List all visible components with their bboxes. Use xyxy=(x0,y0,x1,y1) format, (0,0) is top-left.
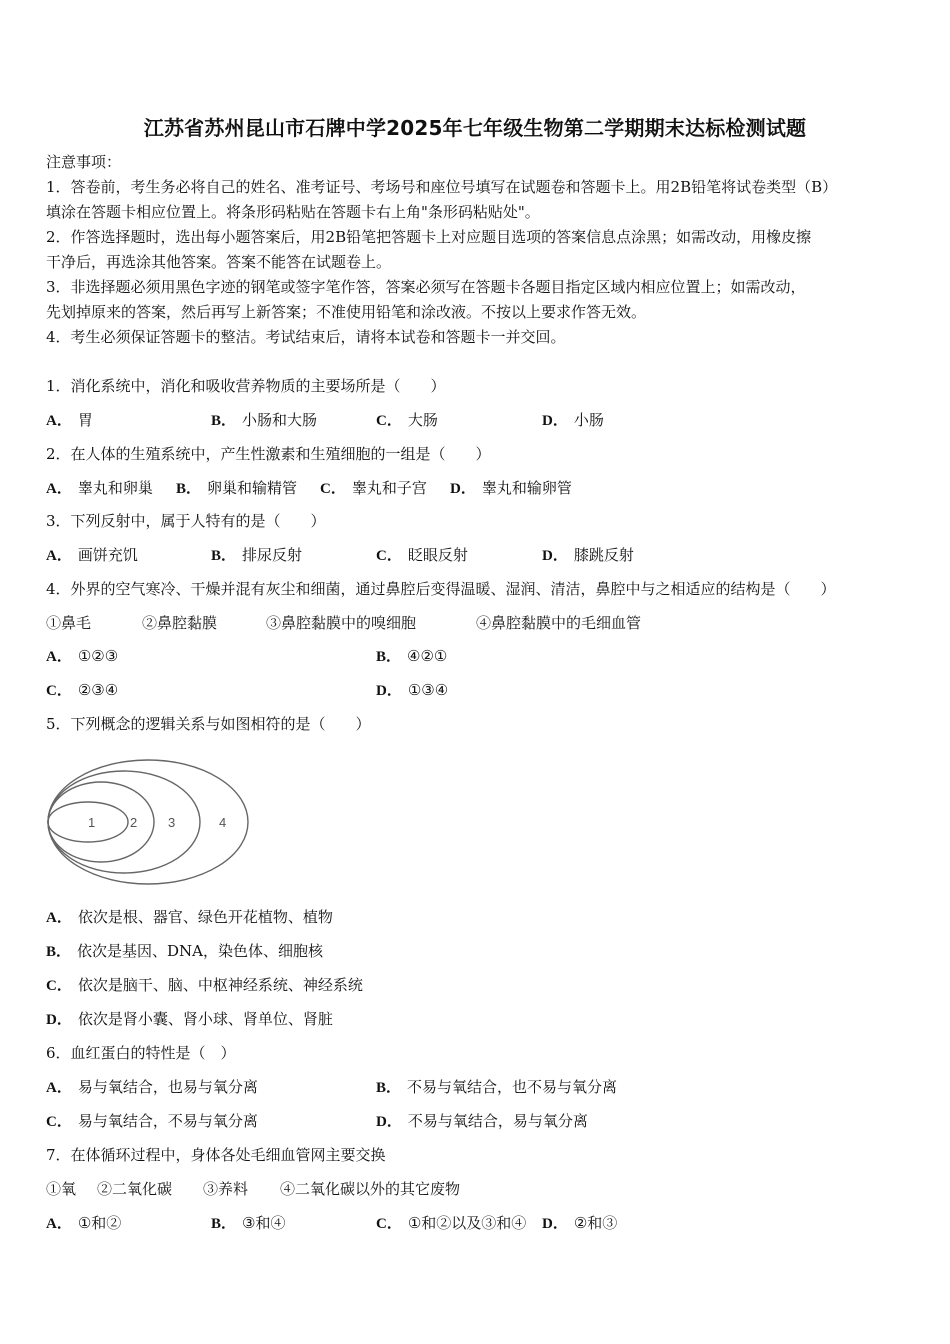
q7-option-a: A． ①和② xyxy=(46,1214,122,1232)
q6-option-d: D． 不易与氧结合，易与氧分离 xyxy=(376,1112,588,1130)
question-2-stem: 2．在人体的生殖系统中，产生性激素和生殖细胞的一组是（ ） xyxy=(46,445,491,463)
q4-item: ①鼻毛 xyxy=(46,614,92,632)
question-3-stem: 3．下列反射中，属于人特有的是（ ） xyxy=(46,512,326,530)
diagram-label-3: 3 xyxy=(168,815,176,830)
q4-option-a: A． ①②③ xyxy=(46,647,119,665)
notice-line: 填涂在答题卡相应位置上。将条形码粘贴在答题卡右上角"条形码粘贴处"。 xyxy=(46,203,540,221)
q7-item: ②二氧化碳 xyxy=(97,1180,173,1198)
question-4-stem: 4．外界的空气寒冷、干燥并混有灰尘和细菌，通过鼻腔后变得温暖、湿润、清洁，鼻腔中与之相适应的结构是（ ） xyxy=(46,580,836,598)
q7-option-d: D． ②和③ xyxy=(542,1214,618,1232)
notice-line: 先划掉原来的答案，然后再写上新答案；不准使用铅笔和涂改液。不按以上要求作答无效。 xyxy=(46,303,647,321)
diagram-label-4: 4 xyxy=(219,815,227,830)
q7-item: ③养料 xyxy=(203,1180,249,1198)
page-title: 江苏省苏州昆山市石牌中学2025年七年级生物第二学期期末达标检测试题 xyxy=(143,116,807,140)
q2-option-a: A． 睾丸和卵巢 xyxy=(46,479,153,497)
q2-option-b: B． 卵巢和输精管 xyxy=(176,479,298,497)
q4-item: ④鼻腔黏膜中的毛细血管 xyxy=(476,614,642,632)
q4-item: ②鼻腔黏膜 xyxy=(142,614,218,632)
q1-option-d: D． 小肠 xyxy=(542,411,604,429)
q1-option-b: B． 小肠和大肠 xyxy=(211,411,318,429)
q7-item: ④二氧化碳以外的其它废物 xyxy=(280,1180,461,1198)
q1-option-c: C． 大肠 xyxy=(376,411,438,429)
nested-ellipses-diagram xyxy=(44,755,259,895)
q3-option-a: A． 画饼充饥 xyxy=(46,546,138,564)
q7-item: ①氧 xyxy=(46,1180,77,1198)
q3-option-d: D． 膝跳反射 xyxy=(542,546,634,564)
notice-line: 4．考生必须保证答题卡的整洁。考试结束后，请将本试卷和答题卡一并交回。 xyxy=(46,328,566,346)
question-5-stem: 5．下列概念的逻辑关系与如图相符的是（ ） xyxy=(46,715,371,733)
diagram-label-2: 2 xyxy=(130,815,138,830)
question-6-stem: 6．血红蛋白的特性是（ ） xyxy=(46,1044,236,1062)
notice-line: 3．非选择题必须用黑色字迹的钢笔或签字笔作答，答案必须写在答题卡各题目指定区域内相应位置上；如需改动， xyxy=(46,278,806,296)
q4-item: ③鼻腔黏膜中的嗅细胞 xyxy=(266,614,417,632)
question-1-stem: 1．消化系统中，消化和吸收营养物质的主要场所是（ ） xyxy=(46,377,446,395)
notice-line: 1．答卷前，考生务必将自己的姓名、准考证号、考场号和座位号填写在试题卷和答题卡上。用2B铅笔将试卷类型（B） xyxy=(46,178,838,196)
ellipse-2 xyxy=(48,782,154,862)
q3-option-b: B． 排尿反射 xyxy=(211,546,303,564)
q2-option-c: C． 睾丸和子宫 xyxy=(320,479,427,497)
q2-option-d: D． 睾丸和输卵管 xyxy=(450,479,572,497)
q7-option-b: B． ③和④ xyxy=(211,1214,286,1232)
q5-option-a: A． 依次是根、器官、绿色开花植物、植物 xyxy=(46,908,333,926)
notice-line: 干净后，再选涂其他答案。答案不能答在试题卷上。 xyxy=(46,253,392,271)
q3-option-c: C． 眨眼反射 xyxy=(376,546,468,564)
q5-option-b: B． 依次是基因、DNA，染色体、细胞核 xyxy=(46,942,324,960)
notice-line: 2．作答选择题时，选出每小题答案后，用2B铅笔把答题卡上对应题目选项的答案信息点涂黑；如需改动，用橡皮擦 xyxy=(46,228,812,246)
q1-option-a: A． 胃 xyxy=(46,411,93,429)
q6-option-c: C． 易与氧结合，不易与氧分离 xyxy=(46,1112,258,1130)
q4-option-c: C． ②③④ xyxy=(46,681,119,699)
q4-option-b: B． ④②① xyxy=(376,647,448,665)
q4-option-d: D． ①③④ xyxy=(376,681,449,699)
q5-option-c: C． 依次是脑干、脑、中枢神经系统、神经系统 xyxy=(46,976,363,994)
question-7-stem: 7．在体循环过程中，身体各处毛细血管网主要交换 xyxy=(46,1146,386,1164)
diagram-label-1: 1 xyxy=(88,815,96,830)
notice-heading: 注意事项： xyxy=(46,153,122,171)
q5-option-d: D． 依次是肾小囊、肾小球、肾单位、肾脏 xyxy=(46,1010,333,1028)
q6-option-b: B． 不易与氧结合，也不易与氧分离 xyxy=(376,1078,618,1096)
ellipse-4 xyxy=(48,760,248,884)
q6-option-a: A． 易与氧结合，也易与氧分离 xyxy=(46,1078,258,1096)
q7-option-c: C． ①和②以及③和④ xyxy=(376,1214,527,1232)
